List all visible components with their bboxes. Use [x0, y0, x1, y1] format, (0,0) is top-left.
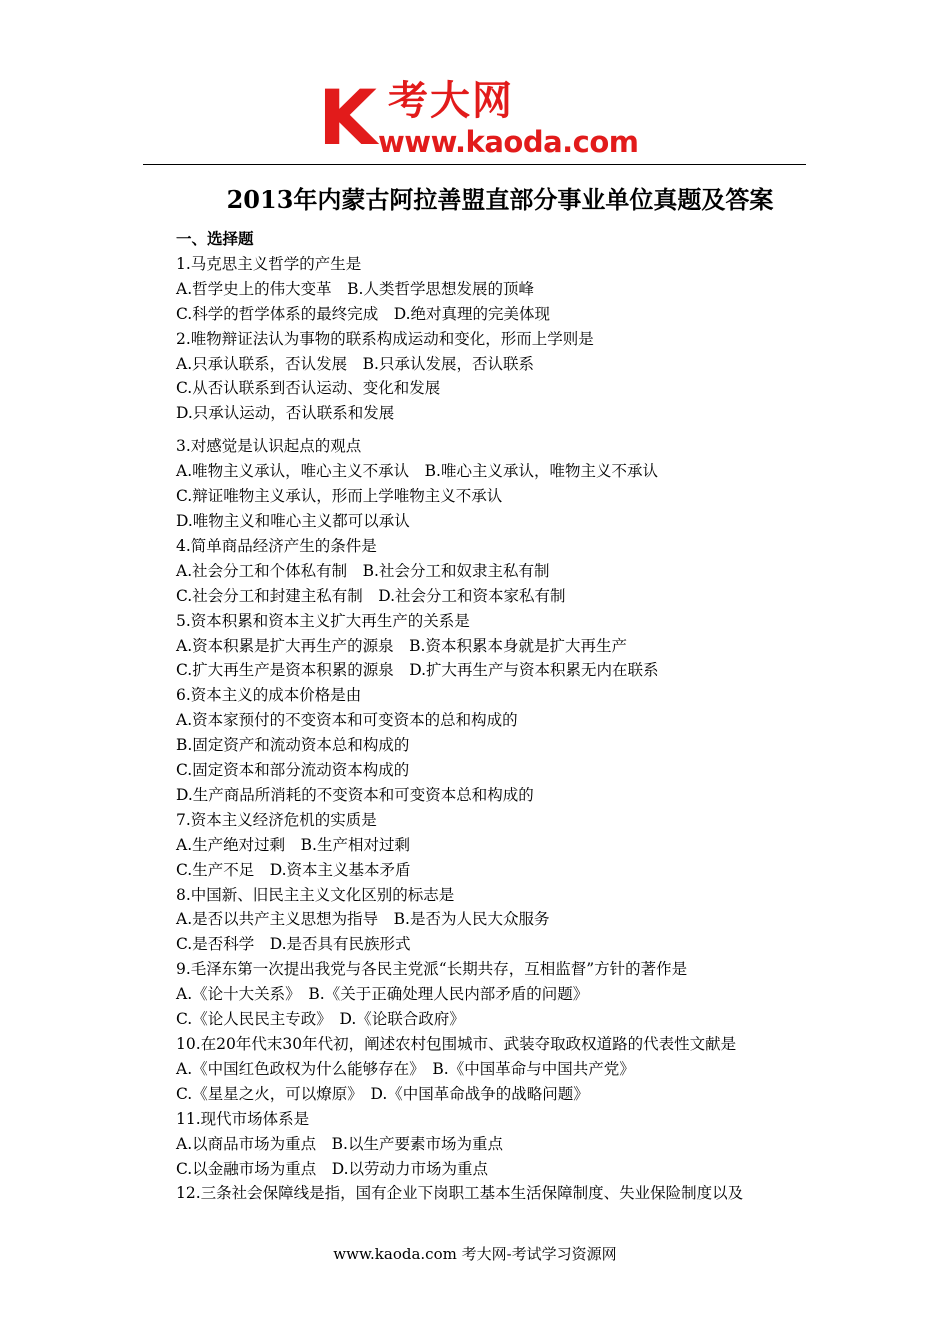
text-line: C.固定资本和部分流动资本构成的 — [176, 761, 410, 780]
text-line: A.唯物主义承认，唯心主义不承认 B.唯心主义承认，唯物主义不承认 — [176, 462, 658, 481]
section-heading: 一、选择题 — [176, 229, 254, 248]
text-line: A.哲学史上的伟大变革 B.人类哲学思想发展的顶峰 — [176, 279, 534, 298]
text-line: A.《论十大关系》 B.《关于正确处理人民内部矛盾的问题》 — [176, 985, 589, 1004]
text-line: C.以金融市场为重点 D.以劳动力市场为重点 — [176, 1159, 489, 1178]
text-line: C.辩证唯物主义承认，形而上学唯物主义不承认 — [176, 487, 503, 506]
text-line: 8.中国新、旧民主主义文化区别的标志是 — [176, 885, 455, 904]
text-line: C.社会分工和封建主私有制 D.社会分工和资本家私有制 — [176, 586, 566, 605]
kaoda-logo — [318, 73, 639, 162]
text-line: D.唯物主义和唯心主义都可以承认 — [176, 511, 410, 530]
text-line: 10.在20年代末30年代初，阐述农村包围城市、武装夺取政权道路的代表性文献是 — [176, 1035, 737, 1053]
text-line: C.从否认联系到否认运动、变化和发展 — [176, 379, 441, 398]
document-title: 2013年内蒙古阿拉善盟直部分事业单位真题及答案 — [226, 185, 774, 214]
text-line: C.《论人民民主专政》 D.《论联合政府》 — [176, 1010, 465, 1029]
page-footer: www.kaoda.com 考大网-考试学习资源网 — [333, 1245, 617, 1263]
text-line: A.是否以共产主义思想为指导 B.是否为人民大众服务 — [176, 910, 550, 929]
text-line: A.《中国红色政权为什么能够存在》 B.《中国革命与中国共产党》 — [176, 1059, 635, 1078]
text-line: A.资本积累是扩大再生产的源泉 B.资本积累本身就是扩大再生产 — [176, 636, 627, 655]
text-line: A.资本家预付的不变资本和可变资本的总和构成的 — [176, 711, 518, 730]
text-line: C.是否科学 D.是否具有民族形式 — [176, 935, 411, 954]
question-content — [176, 227, 816, 1206]
text-line: 6.资本主义的成本价格是由 — [176, 686, 362, 705]
text-line: A.以商品市场为重点 B.以生产要素市场为重点 — [176, 1134, 503, 1153]
text-line: 1.马克思主义哲学的产生是 — [176, 254, 362, 273]
text-line: 11.现代市场体系是 — [176, 1109, 310, 1128]
text-line: 2.唯物辩证法认为事物的联系构成运动和变化，形而上学则是 — [176, 329, 594, 348]
text-line: 4.简单商品经济产生的条件是 — [176, 536, 377, 555]
text-line: 5.资本积累和资本主义扩大再生产的关系是 — [176, 611, 470, 630]
logo-chinese-name: 考大网 — [388, 78, 514, 124]
text-line: 12.三条社会保障线是指，国有企业下岗职工基本生活保障制度、失业保险制度以及 — [176, 1184, 744, 1203]
logo-k-mark: K — [318, 73, 373, 162]
text-line: 9.毛泽东第一次提出我党与各民主党派“长期共存，互相监督”方针的著作是 — [176, 960, 688, 979]
text-line: D.只承认运动，否认联系和发展 — [176, 404, 395, 423]
text-line: 7.资本主义经济危机的实质是 — [176, 810, 377, 829]
text-line: 3.对感觉是认识起点的观点 — [176, 437, 362, 456]
text-line: C.扩大再生产是资本积累的源泉 D.扩大再生产与资本积累无内在联系 — [176, 661, 659, 680]
text-line: A.社会分工和个体私有制 B.社会分工和奴隶主私有制 — [176, 561, 550, 580]
text-line: A.生产绝对过剩 B.生产相对过剩 — [176, 835, 410, 854]
text-line: B.固定资产和流动资本总和构成的 — [176, 736, 410, 755]
text-line: C.生产不足 D.资本主义基本矛盾 — [176, 860, 411, 879]
text-line: C.科学的哲学体系的最终完成 D.绝对真理的完美体现 — [176, 304, 551, 323]
text-line: C.《星星之火，可以燎原》 D.《中国革命战争的战略问题》 — [176, 1084, 589, 1103]
text-line: D.生产商品所消耗的不变资本和可变资本总和构成的 — [176, 785, 534, 804]
header-divider — [143, 164, 806, 165]
text-line: A.只承认联系，否认发展 B.只承认发展，否认联系 — [176, 354, 534, 373]
logo-url: www.kaoda.com — [378, 125, 639, 159]
